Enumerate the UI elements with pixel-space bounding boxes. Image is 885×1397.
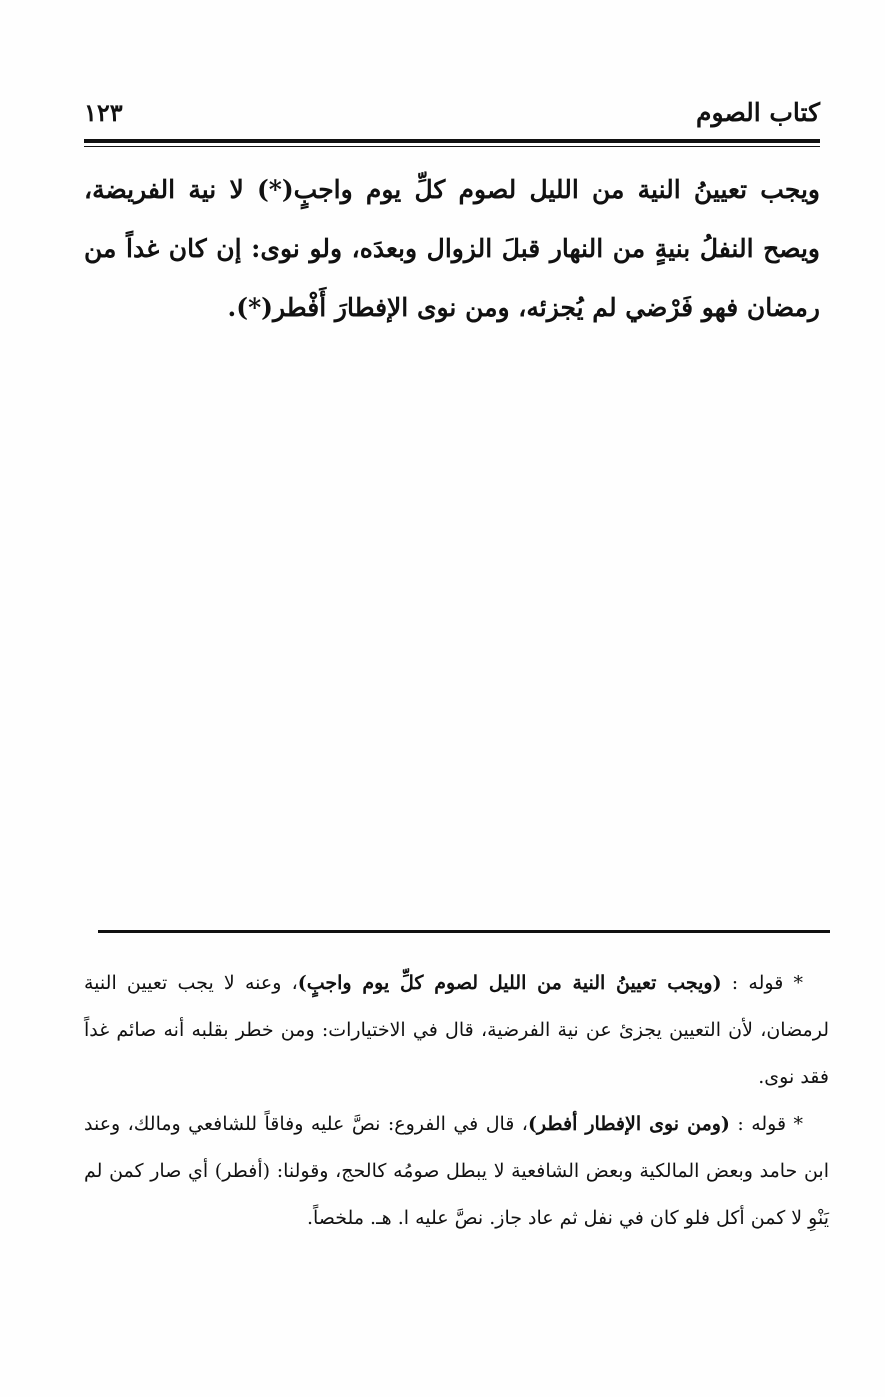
- footnote-body: ، وعنه لا يجب تعيين النية لرمضان، لأن التعيين يجزئ عن نية الفرضية، قال في الاختيارات: ومن خطر بقلبه أنه صائم غداً فقد نوى.: [84, 972, 829, 1088]
- footnote-2: [84, 1101, 829, 1242]
- book-title: كتاب الصوم: [696, 98, 820, 127]
- header-rule-thin: [84, 146, 820, 147]
- running-header: [84, 94, 820, 138]
- main-text: [84, 160, 820, 337]
- footnote-separator: [98, 930, 830, 933]
- main-paragraph: ويجب تعيينُ النية من الليل لصوم كلِّ يوم واجبٍ(*) لا نية الفريضة، ويصح النفلُ بنيةٍ من النهار قبلَ الزوال وبعدَه، ولو نوى: إن كان غداً من رمضان فهو فَرْضي لم يُجزئه، ومن نوى الإفطارَ أَفْطر(*).: [84, 175, 820, 322]
- footnote-lead: * قوله :: [721, 972, 803, 994]
- footnote-body: ، قال في الفروع: نصَّ عليه وفاقاً للشافعي ومالك، وعند ابن حامد وبعض المالكية وبعض الشافعية لا يبطل صومُه كالحج، وقولنا: (أفطر) أي صار كمن لم يَنْوِ لا كمن أكل فلو كان في نفل ثم عاد جاز. نصَّ عليه ا. هـ. ملخصاً.: [84, 1113, 829, 1229]
- footnote-quote: (ويجب تعيينُ النية من الليل لصوم كلِّ يوم واجبٍ): [297, 972, 722, 994]
- header-rule-thick: [84, 139, 820, 143]
- page-number: ١٢٣: [84, 98, 123, 127]
- footnotes: [84, 960, 829, 1242]
- footnote-1: [84, 960, 829, 1101]
- footnote-quote: (ومن نوى الإفطار أفطر): [527, 1113, 730, 1135]
- footnote-lead: * قوله :: [729, 1113, 803, 1135]
